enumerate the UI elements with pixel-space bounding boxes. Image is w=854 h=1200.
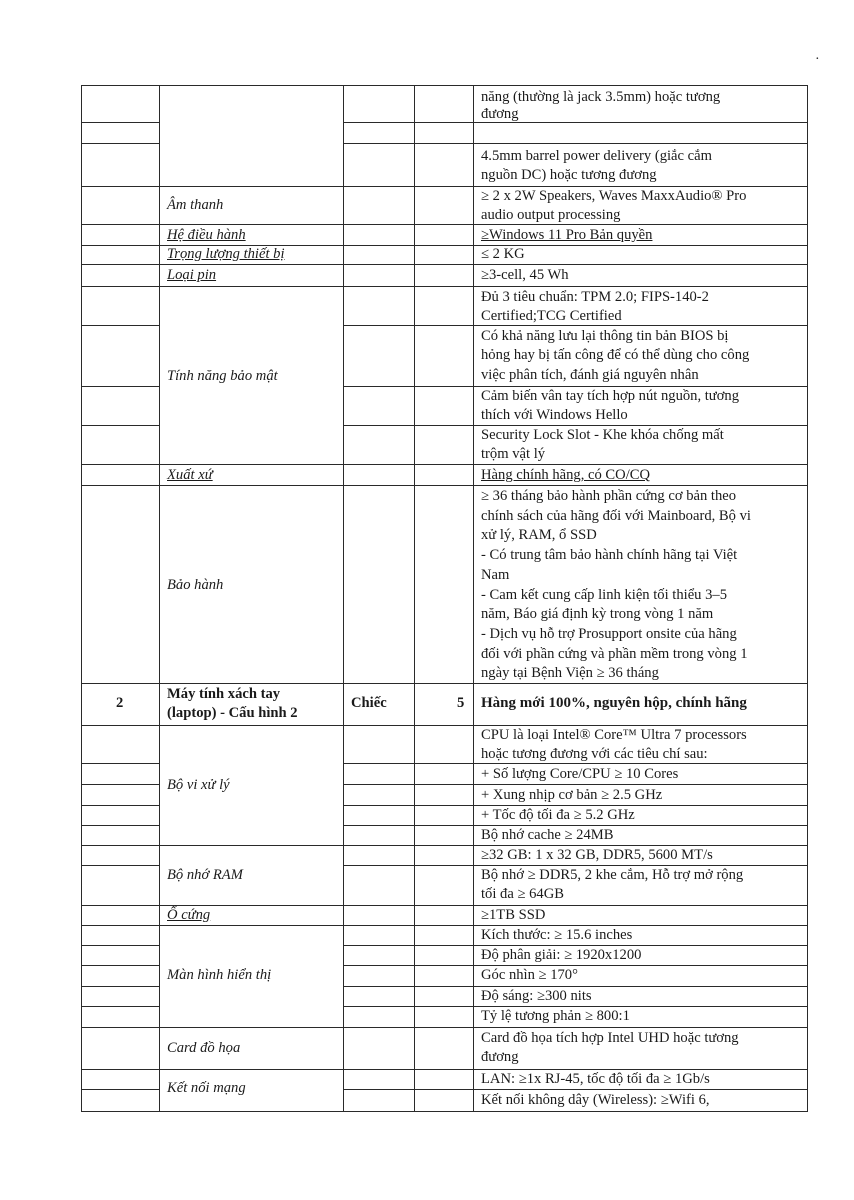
spec-line: 4.5mm barrel power delivery (giắc cắm	[481, 148, 712, 164]
category-network: Kết nối mạng	[167, 1080, 246, 1096]
spec-line: Tỷ lệ tương phản ≥ 800:1	[481, 1008, 630, 1024]
spec-line: + Tốc độ tối đa ≥ 5.2 GHz	[481, 807, 635, 823]
spec-line: thích với Windows Hello	[481, 407, 628, 423]
rule	[343, 143, 808, 144]
spec-line: Nam	[481, 567, 510, 583]
rule	[81, 965, 160, 966]
spec-line: trộm vật lý	[481, 446, 546, 462]
rule	[81, 986, 160, 987]
spec-line: Certified;TCG Certified	[481, 308, 622, 324]
col-divider-qty	[414, 85, 415, 1112]
rule	[81, 386, 160, 387]
category-origin: Xuất xứ	[167, 467, 213, 483]
col-divider-spec	[473, 85, 474, 1112]
spec-line: chính sách của hãng đối với Mainboard, Bộ vi	[481, 508, 751, 524]
spec-line: CPU là loại Intel® Core™ Ultra 7 processors	[481, 727, 747, 743]
rule	[81, 85, 808, 86]
rule	[81, 286, 808, 287]
spec-line: Độ phân giải: ≥ 1920x1200	[481, 947, 642, 963]
col-divider-unit	[343, 85, 344, 1112]
item-unit: Chiếc	[351, 695, 387, 711]
spec-line: LAN: ≥1x RJ-45, tốc độ tối đa ≥ 1Gb/s	[481, 1071, 710, 1087]
spec-line: ≥1TB SSD	[481, 907, 546, 923]
rule	[81, 325, 160, 326]
rule	[81, 1111, 808, 1112]
spec-line: việc phân tích, đánh giá nguyên nhân	[481, 367, 699, 383]
spec-line: Cảm biến vân tay tích hợp nút nguồn, tương	[481, 388, 740, 404]
category-os: Hệ điều hành	[167, 227, 246, 243]
item-name: Máy tính xách tay	[167, 686, 281, 702]
spec-line: Có khả năng lưu lại thông tin bản BIOS bị	[481, 328, 729, 344]
rule	[81, 1027, 808, 1028]
spec-line: Kết nối không dây (Wireless): ≥Wifi 6,	[481, 1092, 710, 1108]
spec-line: năm, Báo giá định kỳ trong vòng 1 năm	[481, 606, 714, 622]
category-cpu: Bộ vi xử lý	[167, 777, 230, 793]
category-display: Màn hình hiển thị	[167, 967, 272, 983]
spec-line: + Xung nhịp cơ bản ≥ 2.5 GHz	[481, 787, 663, 803]
rule	[81, 945, 160, 946]
spec-line: - Có trung tâm bảo hành chính hãng tại Việt	[481, 547, 738, 563]
category-warranty: Bảo hành	[167, 577, 224, 593]
spec-line: ≥ 36 tháng bảo hành phần cứng cơ bản theo	[481, 488, 737, 504]
rule	[81, 143, 160, 144]
category-weight: Trọng lượng thiết bị	[167, 246, 285, 262]
spec-line: Card đồ họa tích hợp Intel UHD hoặc tương	[481, 1030, 739, 1046]
category-security: Tính năng bảo mật	[167, 368, 278, 384]
category-ram: Bộ nhớ RAM	[167, 867, 243, 883]
rule	[81, 224, 808, 225]
spec-line: Hàng chính hãng, có CO/CQ	[481, 467, 651, 483]
category-storage: Ổ cứng	[167, 907, 211, 923]
category-battery: Loại pin	[167, 267, 217, 283]
spec-line: Độ sáng: ≥300 nits	[481, 988, 592, 1004]
spec-line: nguồn DC) hoặc tương đương	[481, 167, 657, 183]
spec-line: - Dịch vụ hỗ trợ Prosupport onsite của hãng	[481, 626, 737, 642]
spec-line: Bộ nhớ cache ≥ 24MB	[481, 827, 614, 843]
table-border-left	[81, 85, 82, 1112]
spec-line: tối đa ≥ 64GB	[481, 886, 565, 902]
margin-mark: ·	[815, 52, 820, 67]
rule	[81, 784, 160, 785]
item-summary: Hàng mới 100%, nguyên hộp, chính hãng	[481, 695, 747, 711]
rule	[343, 1089, 808, 1090]
spec-line: Security Lock Slot - Khe khóa chống mất	[481, 427, 724, 443]
spec-line: Bộ nhớ ≥ DDR5, 2 khe cắm, Hỗ trợ mở rộng	[481, 867, 744, 883]
category-graphics: Card đồ họa	[167, 1040, 241, 1056]
spec-line: hoặc tương đương với các tiêu chí sau:	[481, 746, 708, 762]
rule	[81, 464, 808, 465]
col-divider-name	[159, 85, 160, 1112]
rule	[81, 865, 160, 866]
spec-line: ≥ 2 x 2W Speakers, Waves MaxxAudio® Pro	[481, 188, 747, 204]
spec-line: ngày tại Bệnh Viện ≥ 36 tháng	[481, 665, 659, 681]
spec-line: đối với phần cứng và phần mềm trong vòng 1	[481, 646, 748, 662]
rule	[81, 425, 160, 426]
spec-line: Đủ 3 tiêu chuẩn: TPM 2.0; FIPS-140-2	[481, 289, 709, 305]
rule	[81, 264, 808, 265]
spec-line: + Số lượng Core/CPU ≥ 10 Cores	[481, 766, 679, 782]
item-quantity: 5	[457, 695, 465, 711]
rule	[81, 485, 808, 486]
rule	[343, 122, 808, 123]
rule	[81, 122, 160, 123]
spec-line: hỏng hay bị tấn công để có thể dùng cho công	[481, 347, 750, 363]
rule	[81, 805, 160, 806]
rule	[81, 925, 808, 926]
spec-line: ≥3-cell, 45 Wh	[481, 267, 569, 283]
spec-line: ≥Windows 11 Pro Bản quyền	[481, 227, 653, 243]
spec-line: Kích thước: ≥ 15.6 inches	[481, 927, 633, 943]
spec-line: ≥32 GB: 1 x 32 GB, DDR5, 5600 MT/s	[481, 847, 713, 863]
spec-line: - Cam kết cung cấp linh kiện tối thiểu 3–5	[481, 587, 728, 603]
rule	[81, 1089, 160, 1090]
rule	[81, 825, 160, 826]
spec-line: năng (thường là jack 3.5mm) hoặc tương	[481, 89, 721, 105]
item-name: (laptop) - Cấu hình 2	[167, 705, 298, 721]
spec-line: đương	[481, 1049, 519, 1065]
spec-line: ≤ 2 KG	[481, 246, 525, 262]
category-audio: Âm thanh	[167, 197, 224, 213]
spec-line: xử lý, RAM, ổ SSD	[481, 527, 597, 543]
spec-line: Góc nhìn ≥ 170°	[481, 967, 578, 983]
spec-line: audio output processing	[481, 207, 621, 223]
rule	[81, 683, 808, 684]
rule	[343, 784, 808, 785]
table-border-right	[807, 85, 808, 1112]
item-index: 2	[116, 695, 124, 711]
rule	[81, 1006, 160, 1007]
rule	[81, 763, 160, 764]
spec-line: đương	[481, 106, 519, 122]
